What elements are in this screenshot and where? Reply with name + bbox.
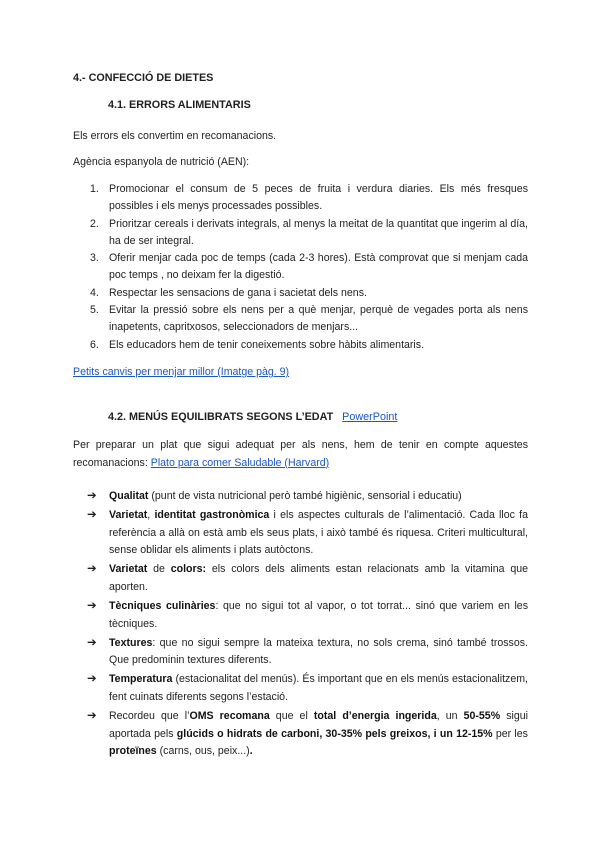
criteria-bold: identitat gastronòmica [154, 509, 270, 522]
menus-intro-text: Per preparar un plat que sigui adequat per als nens, hem de tenir en compte aquestes recomanacions: [73, 439, 528, 469]
criteria-text: (punt de vista nutricional però també higiènic, sensorial i educatiu) [148, 490, 462, 502]
criteria-bold: total d’energia ingerida [313, 710, 437, 723]
menus-intro [73, 437, 528, 472]
criteria-text: (estacionalitat del menús). És important que en els menús estacionalitzem, fent cuinats diferents segons l’estació. [109, 673, 528, 703]
criteria-bold: Varietat [109, 563, 148, 576]
list-item [73, 635, 528, 670]
list-text: Els educadors hem de tenir coneixements sobre hàbits alimentaris. [109, 338, 425, 351]
list-item [73, 216, 528, 251]
arrow-bullet-icon: ➔ [87, 509, 97, 522]
recommendations-list [73, 181, 528, 354]
list-item [73, 671, 528, 706]
list-number: 2. [90, 217, 99, 230]
arrow-bullet-icon: ➔ [87, 490, 97, 502]
arrow-bullet-icon: ➔ [87, 673, 97, 686]
subsection-title-menus [108, 411, 397, 423]
menus-title-text: 4.2. MENÚS EQUILIBRATS SEGONS L’EDAT [108, 411, 334, 423]
list-item [73, 561, 528, 596]
petits-canvis-link[interactable]: Petits canvis per menjar millor (Imatge pàg. 9) [73, 366, 290, 378]
criteria-bold: . [249, 745, 253, 758]
list-item [73, 285, 528, 302]
criteria-text: : que no sigui sempre la mateixa textura, no sols crema, sinó també trossos. Que predominin textures diferents. [109, 636, 528, 667]
list-text: Promocionar el consum de 5 peces de fruita i verdura diaries. Els més fresques possibles i els menys processades possibles. [109, 183, 528, 213]
criteria-text: sigui aportada pels [109, 710, 528, 740]
criteria-text: (carns, ous, peix...) [156, 745, 250, 758]
list-item [73, 302, 528, 337]
arrow-bullet-icon: ➔ [87, 563, 97, 576]
criteria-text: : que no sigui tot al vapor, o tot torrat... sinó que variem en les tècniques. [109, 600, 528, 630]
list-item [73, 708, 528, 761]
list-text: Prioritzar cereals i derivats integrals, al menys la meitat de la quantitat que ingerim al día, ha de ser integral. [109, 217, 528, 247]
powerpoint-link[interactable]: PowerPoint [342, 411, 398, 423]
criteria-text: , un [436, 710, 464, 723]
criteria-text: per les [492, 727, 528, 740]
list-number: 5. [90, 304, 99, 317]
criteria-bold: Temperatura [109, 673, 173, 686]
list-text: Evitar la pressió sobre els nens per a què menjar, perquè de vegades porta als nens inapetents, capritxosos, seleccionadors de menjars... [109, 304, 528, 334]
list-item [73, 598, 528, 633]
errors-intro: Els errors els convertim en recomanacions. [73, 130, 277, 142]
criteria-text: de [147, 563, 171, 576]
criteria-text: que el [269, 710, 314, 723]
criteria-bold: glúcids o hidrats de carboni, 30-35% pels greixos, i un 12-15% [176, 727, 493, 740]
list-item [73, 507, 528, 560]
criteria-bold: Tècniques culinàries [109, 600, 216, 613]
harvard-plate-link[interactable]: Plato para comer Saludable (Harvard) [150, 456, 330, 469]
criteria-bold: proteïnes [109, 745, 157, 758]
subsection-title-errors: 4.1. ERRORS ALIMENTARIS [108, 99, 251, 111]
criteria-bold: colors: [170, 563, 207, 576]
list-item [73, 337, 528, 354]
errors-source: Agència espanyola de nutrició (AEN): [73, 156, 250, 168]
criteria-text: Recordeu que l’ [109, 710, 190, 723]
criteria-bold: Varietat [109, 509, 148, 522]
criteria-text: els colors dels aliments estan relacionats amb la vitamina que aporten. [109, 563, 528, 593]
list-number: 1. [90, 183, 99, 195]
arrow-bullet-icon: ➔ [87, 600, 97, 613]
list-number: 3. [90, 252, 99, 265]
criteria-text: i els aspectes culturals de l’alimentació. Cada lloc fa referència a allà on està amb els seus plats, i això també és riquesa. Criteri multicultural, sense oblidar els aliments i plats autòctons. [109, 509, 528, 557]
section-title: 4.- CONFECCIÓ DE DIETES [73, 72, 214, 84]
criteria-bold: OMS recomana [189, 710, 270, 723]
criteria-bold: 50-55% [463, 710, 501, 723]
criteria-text: , [147, 509, 155, 522]
list-item [73, 181, 528, 216]
arrow-bullet-icon: ➔ [87, 710, 97, 723]
criteria-bold: Qualitat [109, 490, 149, 502]
criteria-bold: Textures [109, 636, 153, 649]
list-number: 4. [90, 286, 99, 299]
list-number: 6. [90, 338, 99, 351]
list-text: Oferir menjar cada poc de temps (cada 2-3 hores). Està comprovat que si menjam cada poc temps , no deixam fer la digestió. [109, 252, 528, 282]
list-text: Respectar les sensacions de gana i sacietat dels nens. [109, 286, 367, 299]
criteria-list [73, 488, 528, 762]
list-item [73, 250, 528, 285]
arrow-bullet-icon: ➔ [87, 636, 97, 649]
list-item [73, 488, 528, 506]
